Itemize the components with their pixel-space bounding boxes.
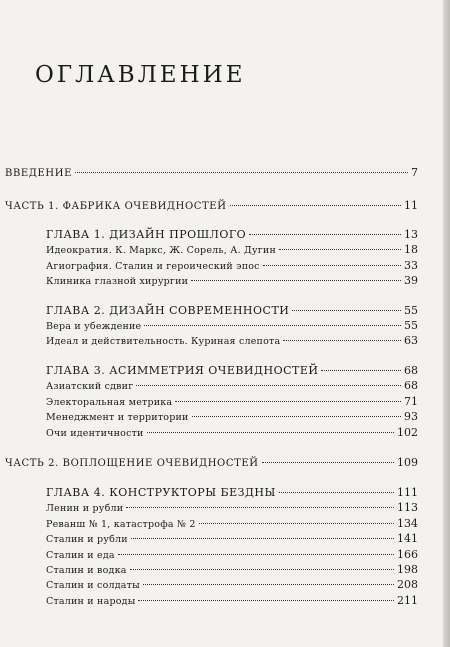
dot-leader [199,523,394,524]
toc-entry-page: 68 [404,379,418,392]
toc-entry-label: Сталин и водка [46,565,127,576]
toc-entry-page: 208 [397,578,418,591]
toc-entry-section [46,409,418,425]
toc-entry-section [46,318,418,334]
toc-entry-page: 63 [404,334,418,347]
dot-leader [131,538,394,539]
dot-leader [75,172,408,173]
toc-entry-page: 211 [397,594,418,607]
toc-entry-label: Электоральная метрика [46,397,173,408]
toc-entry-section [46,425,418,441]
toc-entry-page: 13 [404,228,418,241]
dot-leader [191,280,401,281]
toc-entry-label: ГЛАВА 4. КОНСТРУКТОРЫ БЕЗДНЫ [46,486,276,499]
toc-entry-section [46,547,418,563]
toc-entry-page: 93 [404,410,418,423]
toc-entry-part-1 [5,198,418,214]
toc-entry-label: Сталин и рубли [46,534,128,545]
toc-entry-section [46,516,418,532]
toc-entry-chapter-4 [46,485,418,501]
toc-entry-label: Очи идентичности [46,428,144,439]
page-edge-shadow [443,0,450,647]
toc-entry-label: Идеократия. К. Маркс, Ж. Сорель, А. Дугин [46,245,276,256]
toc-entry-label: Агиография. Сталин и героический эпос [46,261,260,272]
dot-leader [147,432,394,433]
toc-entry-page: 111 [397,486,418,499]
toc-entry-label: Клиника глазной хирургии [46,276,189,287]
toc-entry-label: Сталин и еда [46,550,115,561]
dot-leader [230,205,401,206]
toc-entry-introduction [5,165,418,181]
toc-entry-section [46,577,418,593]
toc-entry-label: Ленин и рубли [46,503,124,514]
toc-entry-page: 68 [404,364,418,377]
toc-entry-section [46,378,418,394]
toc-entry-label: Менеджмент и территории [46,412,189,423]
toc-entry-section [46,500,418,516]
toc-entry-chapter-2 [46,303,418,319]
dot-leader [292,310,401,311]
toc-entry-section [46,394,418,410]
toc-entry-label: Сталин и народы [46,596,136,607]
dot-leader [263,265,401,266]
toc-entry-page: 109 [397,456,418,469]
toc-entry-page: 141 [397,532,418,545]
toc-entry-section [46,258,418,274]
toc-entry-page: 134 [397,517,418,530]
toc-entry-label: ГЛАВА 3. АСИММЕТРИЯ ОЧЕВИДНОСТЕЙ [46,364,319,377]
toc-entry-page: 7 [411,166,418,179]
dot-leader [249,234,401,235]
toc-entry-page: 198 [397,563,418,576]
dot-leader [126,507,394,508]
toc-entry-section [46,562,418,578]
dot-leader [262,462,394,463]
toc-entry-section [46,593,418,609]
toc-entry-part-2 [5,455,418,471]
toc-entry-label: Идеал и действительность. Куриная слепота [46,336,281,347]
toc-entry-label: ГЛАВА 2. ДИЗАЙН СОВРЕМЕННОСТИ [46,304,290,317]
toc-entry-page: 55 [404,304,418,317]
dot-leader [279,249,401,250]
dot-leader [283,340,401,341]
toc-entry-page: 71 [404,395,418,408]
toc-entry-label: ЧАСТЬ 1. ФАБРИКА ОЧЕВИДНОСТЕЙ [5,201,227,212]
toc-entry-label: Сталин и солдаты [46,580,140,591]
toc-entry-page: 102 [397,426,418,439]
toc-entry-section [46,531,418,547]
dot-leader [118,554,394,555]
toc-entry-section [46,333,418,349]
dot-leader [321,370,401,371]
toc-entry-label: Азиатский сдвиг [46,381,134,392]
toc-entry-label: Вера и убеждение [46,321,142,332]
toc-entry-label: ГЛАВА 1. ДИЗАЙН ПРОШЛОГО [46,228,247,241]
toc-entry-section [46,273,418,289]
dot-leader [192,416,401,417]
toc-entry-page: 18 [404,243,418,256]
toc-entry-chapter-1 [46,227,418,243]
toc-entry-section [46,242,418,258]
dot-leader [144,325,401,326]
toc-entry-page: 55 [404,319,418,332]
toc-entry-page: 11 [404,199,418,212]
toc-entry-page: 166 [397,548,418,561]
page-title: ОГЛАВЛЕНИЕ [35,62,246,88]
dot-leader [143,584,394,585]
toc-entry-label: ЧАСТЬ 2. ВОПЛОЩЕНИЕ ОЧЕВИДНОСТЕЙ [5,458,259,469]
toc-entry-page: 33 [404,259,418,272]
toc-entry-page: 39 [404,274,418,287]
dot-leader [136,385,401,386]
toc-entry-label: Реванш № 1, катастрофа № 2 [46,519,196,530]
dot-leader [130,569,394,570]
dot-leader [138,600,394,601]
toc-entry-page: 113 [397,501,418,514]
toc-entry-label: ВВЕДЕНИЕ [5,168,72,179]
toc-entry-chapter-3 [46,363,418,379]
dot-leader [175,401,401,402]
dot-leader [279,492,394,493]
